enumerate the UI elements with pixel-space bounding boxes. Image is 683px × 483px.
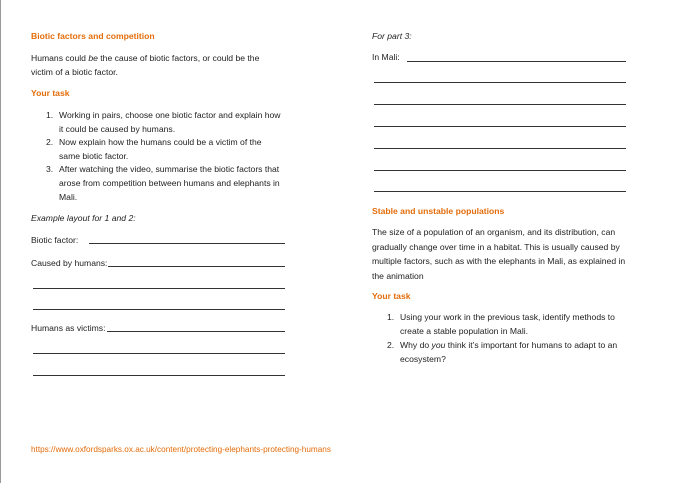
mali-answer-line[interactable]	[407, 61, 626, 62]
mali-answer-line-7[interactable]	[374, 191, 626, 192]
list-number: 1.	[46, 110, 54, 120]
list-number: 2.	[387, 340, 395, 351]
caused-by-answer-line[interactable]	[108, 266, 285, 267]
intro-paragraph	[31, 51, 281, 79]
list-number: 2.	[46, 137, 54, 148]
page-left-border	[0, 0, 1, 483]
task-list-left	[46, 109, 281, 204]
example-layout-label: Example layout for 1 and 2:	[31, 213, 136, 223]
list-text-emphasis: you	[431, 340, 446, 351]
part-3-label: For part 3:	[372, 31, 412, 41]
caused-by-answer-line-3[interactable]	[33, 309, 285, 310]
victims-answer-line-3[interactable]	[33, 375, 285, 376]
caused-by-humans-label: Caused by humans:	[31, 258, 108, 268]
list-text: After watching the video, summarise the biotic factors that arose from competition between humans and elephants in Mali.	[59, 164, 280, 202]
section-heading-populations: Stable and unstable populations	[372, 206, 505, 216]
humans-as-victims-label: Humans as victims:	[31, 323, 106, 333]
task-heading-left: Your task	[31, 88, 70, 98]
list-text-end: think it’s important for humans to adapt to an ecosystem?	[400, 340, 618, 364]
victims-answer-line-2[interactable]	[33, 353, 285, 354]
mali-answer-line-6[interactable]	[374, 170, 626, 171]
victims-answer-line[interactable]	[107, 331, 285, 332]
mali-answer-line-4[interactable]	[374, 126, 626, 127]
list-item	[387, 311, 637, 338]
task-heading-right: Your task	[372, 291, 411, 301]
list-text-start: Why do	[400, 340, 432, 351]
list-item	[387, 339, 637, 366]
list-text: Now explain how the humans could be a victim of the same biotic factor.	[59, 137, 262, 161]
task-list-right	[387, 311, 637, 366]
caused-by-answer-line-2[interactable]	[33, 288, 285, 289]
section-heading-biotic-factors: Biotic factors and competition	[31, 31, 155, 41]
list-item	[46, 136, 281, 163]
intro-emphasis: be	[88, 53, 98, 63]
biotic-factor-label: Biotic factor:	[31, 235, 79, 245]
intro-text-start: Humans could	[31, 53, 89, 63]
in-mali-label: In Mali:	[372, 52, 400, 62]
populations-paragraph: The size of a population of an organism, and its distribution, can gradually change over time in a habitat. This is usually caused by multiple factors, such as with the elephants in Mali, as explained in the animation	[372, 227, 626, 281]
mali-answer-line-5[interactable]	[374, 148, 626, 149]
biotic-factor-answer-line[interactable]	[89, 243, 285, 244]
list-text: Using your work in the previous task, identify methods to create a stable population in Mali.	[400, 312, 615, 336]
intro-text-end: the cause of biotic factors, or could be the victim of a biotic factor.	[31, 53, 260, 77]
list-number: 3.	[46, 164, 54, 175]
mali-answer-line-2[interactable]	[374, 82, 626, 83]
mali-answer-line-3[interactable]	[374, 104, 626, 105]
list-number: 1.	[387, 312, 395, 322]
source-link[interactable]: https://www.oxfordsparks.ox.ac.uk/content/protecting-elephants-protecting-humans	[31, 445, 331, 454]
list-text: Working in pairs, choose one biotic factor and explain how it could be caused by humans.	[59, 110, 281, 134]
list-item	[46, 109, 281, 136]
list-item	[46, 163, 281, 204]
